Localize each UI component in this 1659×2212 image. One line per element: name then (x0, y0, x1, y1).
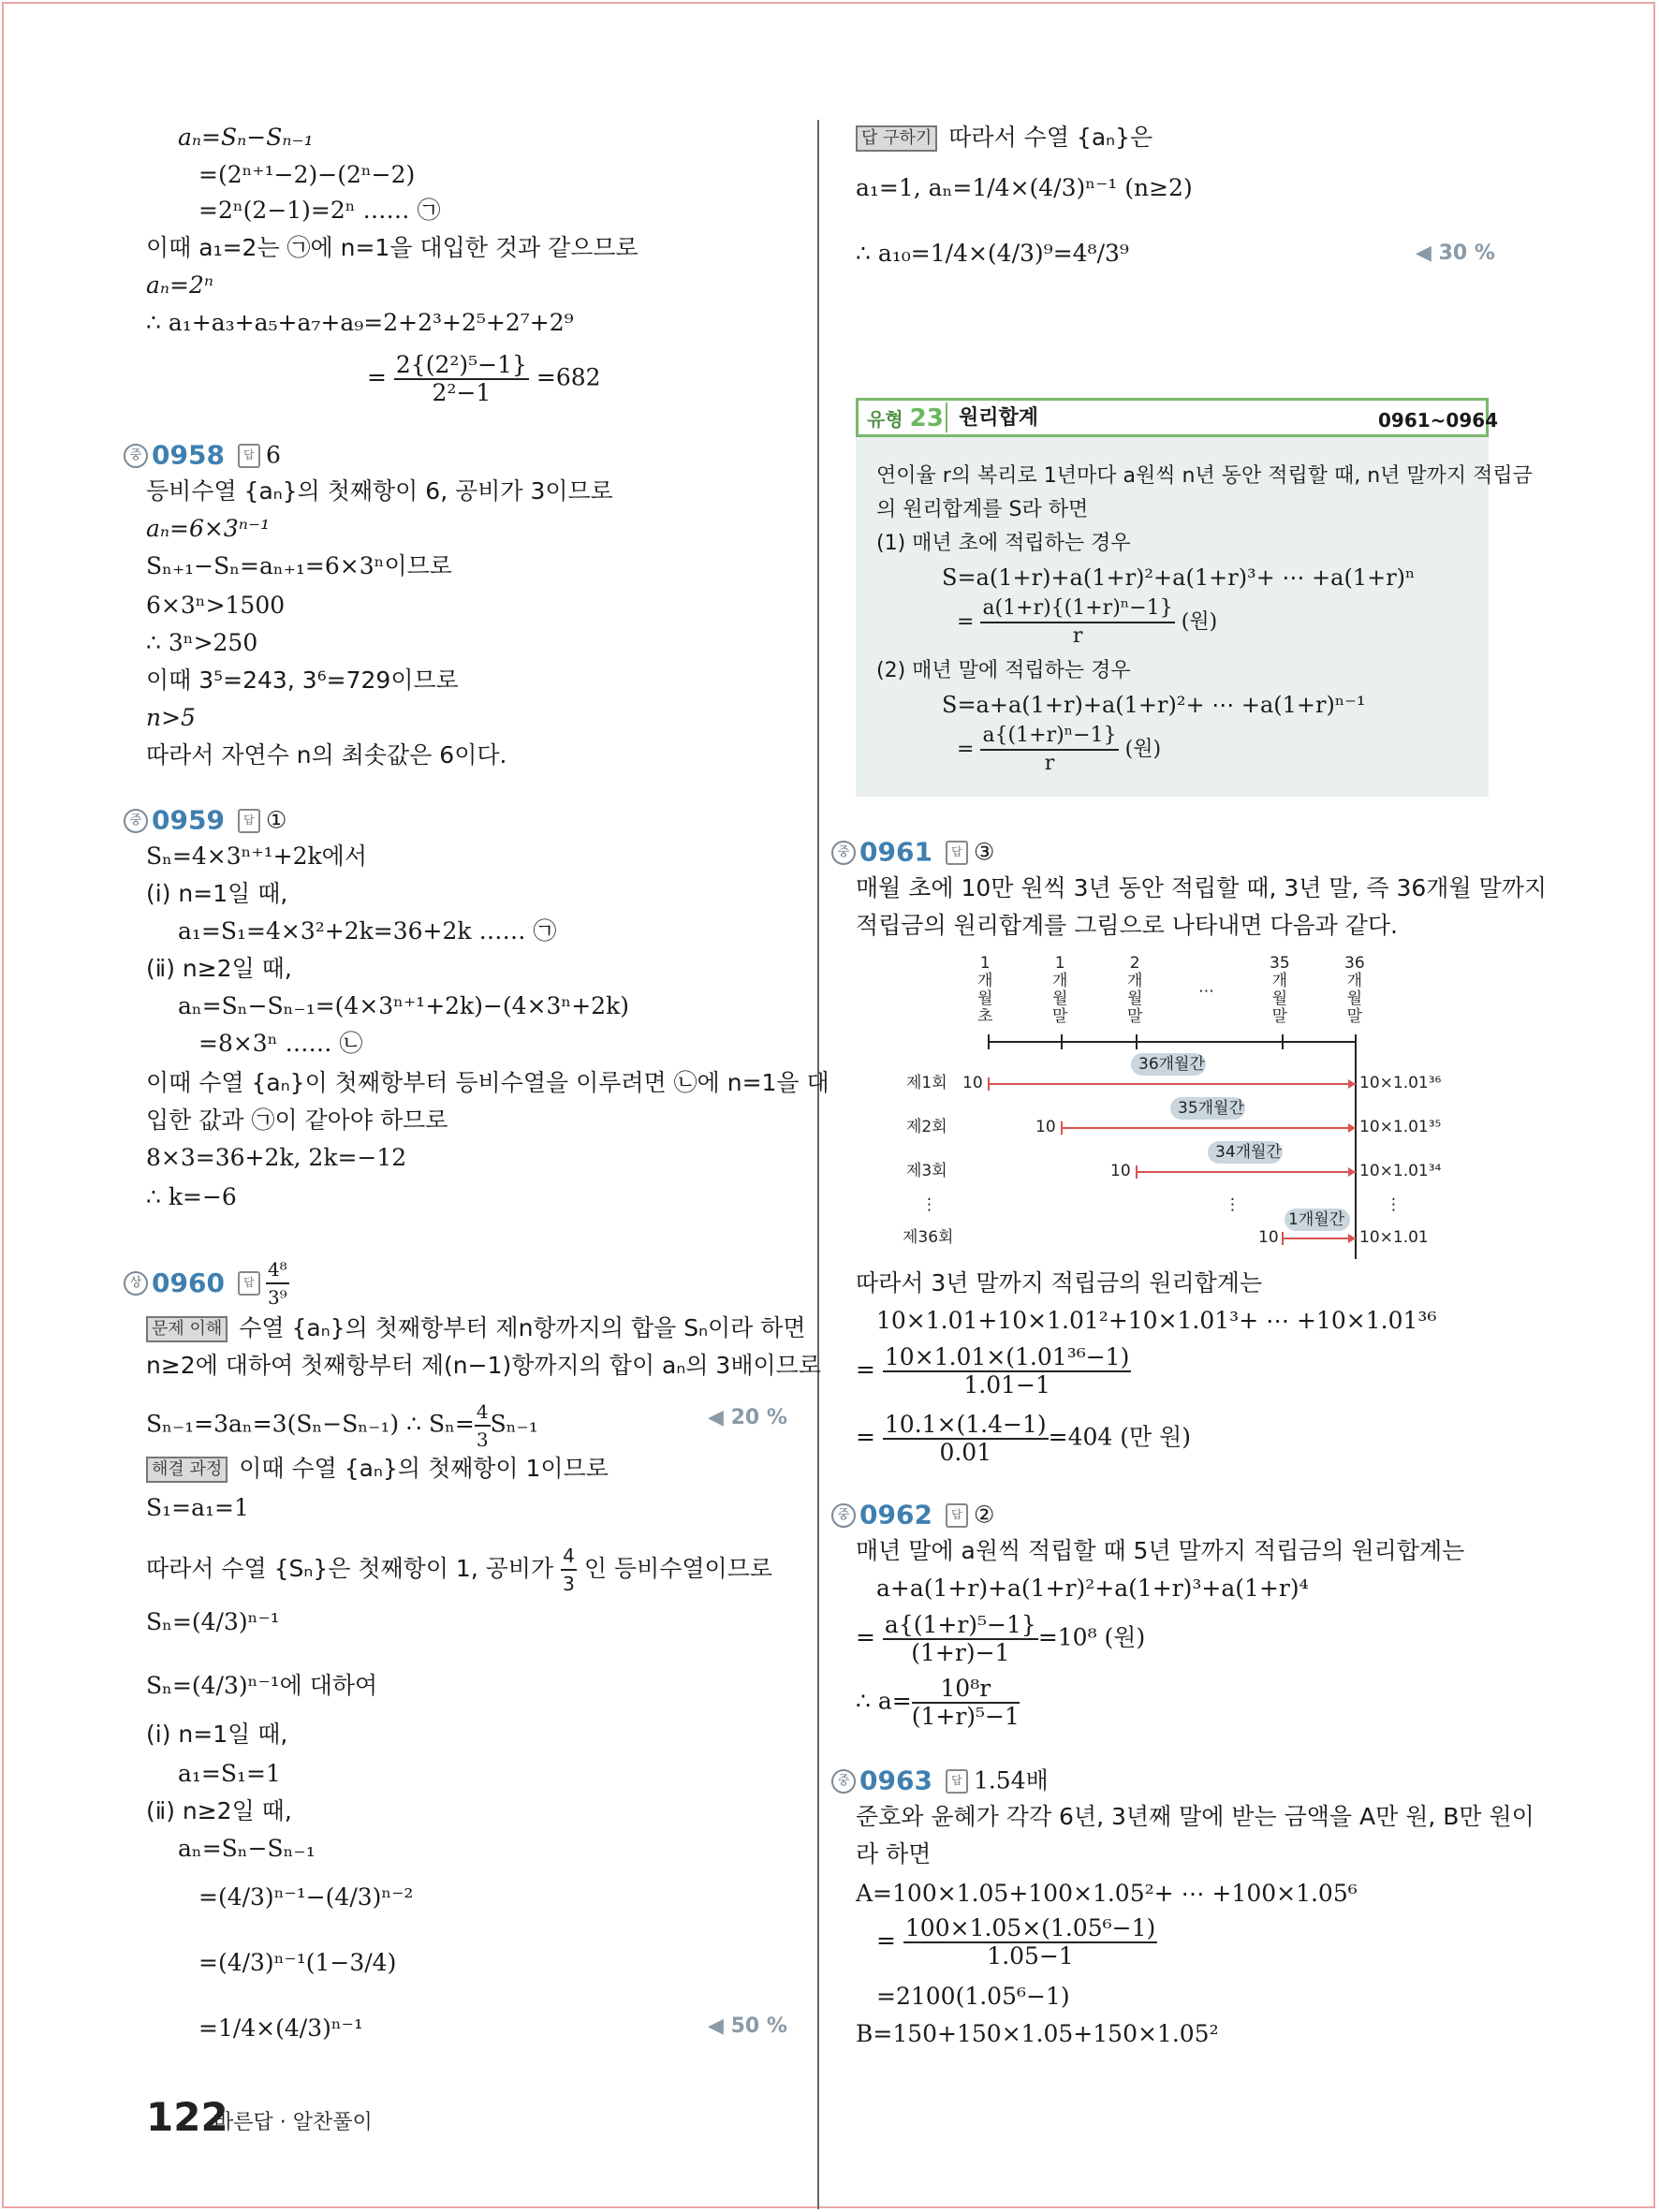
unit: (원) (1181, 610, 1218, 634)
eq-line: aₙ=2ⁿ (146, 271, 214, 299)
score-percent: ◀ 50 % (708, 2014, 787, 2038)
eq-line: ∴ 3ⁿ>250 (146, 629, 258, 656)
denominator: (1+r)⁵−1 (911, 1703, 1020, 1730)
eq-text: = (367, 363, 387, 391)
eq-text: =10⁸ (원) (1037, 1623, 1146, 1651)
answer-icon: 답 (238, 444, 260, 468)
fraction (561, 1543, 577, 1597)
text-line: 매년 말에 a원씩 적립할 때 5년 말까지 적립금의 원리합계는 (856, 1537, 1465, 1564)
page-number: 122 (146, 2094, 228, 2140)
eq-line: = $\frac{10.1\times(1.4-1)}{0.01}$ =404 (만 원) (856, 1411, 1192, 1466)
problem-number: 0958 (152, 439, 225, 471)
answer-icon: 답 (946, 841, 968, 865)
problem-header-0961 (831, 835, 994, 869)
text-line: (ⅱ) n≥2일 때, (146, 955, 292, 982)
numerator: 2{(2²)⁵−1} (395, 351, 527, 378)
text: 수열 {aₙ}의 첫째항부터 제n항까지의 합을 Sₙ이라 하면 (239, 1314, 806, 1341)
row-label: 제2회 (906, 1118, 947, 1136)
eq-line: S=a(1+r)+a(1+r)²+a(1+r)³+ ⋯ +a(1+r)ⁿ (942, 564, 1416, 591)
text-line: 이때 수열 {aₙ}이 첫째항부터 등비수열을 이루려면 ㉡에 n=1을 대 (146, 1069, 830, 1096)
fraction (980, 723, 1118, 777)
row-span: 36개월간 (1138, 1055, 1205, 1074)
text: 이때 수열 {aₙ}의 첫째항이 1이므로 (239, 1455, 609, 1482)
text-line: 이때 3⁵=243, 3⁶=729이므로 (146, 667, 459, 694)
eq-line: = $\frac{\text{a\{(1+r)⁵−1\}}}{(1+r)-1}$ =10⁸ (원) (856, 1611, 1146, 1666)
row-start: 10 (962, 1074, 983, 1092)
eq-text: Sₙ₋₁ (490, 1410, 538, 1438)
denominator: r (1044, 752, 1055, 775)
denominator: 3 (563, 1573, 575, 1595)
numerator: 10×1.01×(1.01³⁶−1) (884, 1343, 1130, 1370)
eq-line: A=100×1.05+100×1.05²+ ⋯ +100×1.05⁶ (856, 1880, 1358, 1907)
row-ellipsis: ⋮ (1386, 1195, 1402, 1214)
type-label (867, 403, 944, 435)
step-tag-solve: 해결 과정 (146, 1457, 228, 1483)
eq-line: Sₙ=(4/3)ⁿ⁻¹에 대하여 (146, 1672, 378, 1699)
eq-line: Sₙ=(4/3)ⁿ⁻¹ (146, 1608, 280, 1635)
answer: 1.54배 (973, 1766, 1049, 1795)
row-result: 10×1.01 (1359, 1228, 1429, 1247)
book-title: 바른답 · 알찬풀이 (213, 2111, 373, 2134)
numerator: 10⁸r (912, 1676, 1020, 1704)
text: 따라서 수열 {aₙ}은 (948, 124, 1153, 151)
type-number: 23 (909, 404, 944, 432)
eq-line (146, 1399, 538, 1453)
eq-line (856, 1676, 1020, 1730)
fraction (883, 1612, 1038, 1666)
fraction (903, 1915, 1157, 1970)
timeline-tick-label: 35 개 월 말 (1270, 954, 1290, 1026)
answer-icon: 답 (946, 1503, 968, 1528)
step-tag-answer: 답 구하기 (856, 125, 937, 152)
fraction (475, 1399, 491, 1453)
text-line (856, 122, 1152, 154)
row-start: 10 (1035, 1118, 1056, 1136)
problem-header-0962 (831, 1498, 994, 1531)
step-tag-understand: 문제 이해 (146, 1316, 228, 1342)
numerator: 4 (475, 1399, 491, 1427)
denominator: 2²−1 (432, 379, 492, 406)
eq-text: Sₙ₋₁=3aₙ=3(Sₙ−Sₙ₋₁) ∴ Sₙ= (146, 1410, 475, 1438)
text-line: 연이율 r의 복리로 1년마다 a원씩 n년 동안 적립할 때, n년 말까지 적립금 (876, 464, 1533, 488)
eq-line: ∴ k=−6 (146, 1183, 237, 1210)
eq-line: =8×3ⁿ …… ㉡ (198, 1030, 363, 1057)
problem-number: 0960 (152, 1267, 225, 1298)
numerator: a{(1+r)⁵−1} (884, 1611, 1036, 1638)
text-line (146, 1312, 806, 1344)
denominator: 3⁹ (267, 1286, 287, 1309)
text-line: (2) 매년 말에 적립하는 경우 (876, 659, 1131, 682)
eq-line: =2ⁿ(2−1)=2ⁿ …… ㉠ (198, 197, 441, 224)
text-line: 따라서 자연수 n의 최솟값은 6이다. (146, 741, 507, 769)
row-span: 1개월간 (1288, 1210, 1345, 1229)
timeline-tick-label: 1 개 월 말 (1052, 954, 1068, 1026)
eq-text: =682 (536, 363, 601, 391)
answer: ① (265, 806, 287, 834)
eq-line: S₁=a₁=1 (146, 1494, 249, 1521)
numerator: a{(1+r)ⁿ−1} (980, 723, 1118, 751)
row-label: 제36회 (903, 1228, 954, 1247)
text-line: (ⅰ) n=1일 때, (146, 880, 288, 907)
eq-line: =(4/3)ⁿ⁻¹−(4/3)ⁿ⁻² (198, 1883, 414, 1911)
eq-line: aₙ=Sₙ−Sₙ₋₁=(4×3ⁿ⁺¹+2k)−(4×3ⁿ+2k) (178, 992, 629, 1019)
denominator: 3 (476, 1428, 489, 1451)
fraction (980, 595, 1174, 650)
text: 따라서 수열 {Sₙ}은 첫째항이 1, 공비가 (146, 1555, 554, 1582)
eq-line: ∴ a₁₀=1/4×(4/3)⁹=4⁸/3⁹ (856, 240, 1129, 267)
text-line (146, 1543, 772, 1597)
eq-line: =1/4×(4/3)ⁿ⁻¹ (198, 2014, 363, 2042)
level-badge: 중 (831, 1503, 856, 1528)
eq-line: = $\frac{\text{100×1.05×(1.05⁶−1)}}{1.05-1}$ (876, 1914, 1156, 1970)
eq-text: ∴ a= (856, 1687, 912, 1715)
level-badge: 중 (831, 841, 856, 865)
text-line: n≥2에 대하여 첫째항부터 제(n−1)항까지의 합이 aₙ의 3배이므로 (146, 1352, 821, 1379)
timeline-tick-label: 36 개 월 말 (1344, 954, 1365, 1026)
text-line (146, 1453, 609, 1485)
text-line: 적립금의 원리합계를 그림으로 나타내면 다음과 같다. (856, 912, 1398, 939)
level-badge: 중 (831, 1769, 856, 1794)
problem-number: 0961 (859, 836, 932, 868)
eq-line: aₙ=Sₙ−Sₙ₋₁ (178, 124, 314, 151)
row-label: 제3회 (906, 1162, 947, 1180)
text: 인 등비수열이므로 (583, 1555, 772, 1582)
eq-line: Sₙ=4×3ⁿ⁺¹+2k에서 (146, 842, 367, 870)
problem-header-0960 (124, 1256, 289, 1311)
numerator: a(1+r){(1+r)ⁿ−1} (980, 595, 1174, 623)
problem-header-0958 (124, 438, 281, 472)
text-line: 라 하면 (856, 1840, 932, 1868)
text-line: 따라서 3년 말까지 적립금의 원리합계는 (856, 1269, 1263, 1296)
text-line: 입한 값과 ㉠이 같아야 하므로 (146, 1106, 448, 1134)
eq-line: n>5 (146, 704, 196, 731)
level-badge: 중 (124, 809, 148, 833)
problem-number: 0963 (859, 1765, 932, 1796)
denominator: 1.01−1 (963, 1371, 1050, 1399)
denominator: 0.01 (939, 1439, 992, 1466)
eq-line: aₙ=Sₙ−Sₙ₋₁ (178, 1835, 316, 1862)
type-range: 0961~0964 (1378, 409, 1499, 432)
timeline-ellipsis: ⋯ (1198, 982, 1214, 1001)
answer-icon: 답 (946, 1769, 968, 1794)
eq-line: a₁=S₁=4×3²+2k=36+2k …… ㉠ (178, 917, 557, 945)
fraction (883, 1412, 1049, 1466)
answer: ② (973, 1501, 995, 1529)
eq-line: 8×3=36+2k, 2k=−12 (146, 1144, 407, 1171)
eq-line (367, 352, 601, 406)
eq-line: S=a+a(1+r)+a(1+r)²+ ⋯ +a(1+r)ⁿ⁻¹ (942, 692, 1366, 718)
type-title: 원리합계 (959, 406, 1039, 430)
denominator: 1.05−1 (987, 1942, 1074, 1970)
text-line: 준호와 윤혜가 각각 6년, 3년째 말에 받는 금액을 A만 원, B만 원이 (856, 1803, 1534, 1830)
header-divider (946, 403, 947, 432)
numerator: 4 (561, 1543, 577, 1571)
problem-number: 0959 (152, 804, 225, 836)
text-line: 의 원리합계를 S라 하면 (876, 498, 1089, 521)
level-badge: 상 (124, 1271, 148, 1296)
numerator: 100×1.05×(1.05⁶−1) (904, 1914, 1156, 1941)
eq-text: =404 (만 원) (1048, 1423, 1192, 1451)
eq-line: = $\frac{\text{a\{(1+r)ⁿ−1\}}}{r}$ (원) (957, 724, 1162, 775)
answer-fraction (266, 1256, 289, 1311)
row-start: 10 (1258, 1228, 1279, 1247)
text-line: 매월 초에 10만 원씩 3년 동안 적립할 때, 3년 말, 즉 36개월 말까지 (856, 874, 1547, 901)
numerator: 10.1×(1.4−1) (884, 1411, 1047, 1438)
row-ellipsis: ⋮ (1225, 1195, 1241, 1214)
answer: 6 (265, 441, 281, 469)
answer: ③ (973, 838, 995, 866)
row-result: 10×1.01³⁴ (1359, 1162, 1442, 1180)
text-line: (ⅱ) n≥2일 때, (146, 1797, 292, 1824)
row-ellipsis: ⋮ (921, 1195, 937, 1214)
timeline-tick-label: 1 개 월 초 (977, 954, 993, 1026)
problem-number: 0962 (859, 1499, 932, 1531)
row-start: 10 (1110, 1162, 1131, 1180)
eq-line: =2100(1.05⁶−1) (876, 1983, 1070, 2010)
denominator: (1+r)−1 (911, 1639, 1010, 1666)
eq-line: =(2ⁿ⁺¹−2)−(2ⁿ−2) (198, 161, 416, 188)
eq-line: 10×1.01+10×1.01²+10×1.01³+ ⋯ +10×1.01³⁶ (876, 1307, 1437, 1334)
eq-line: = $\frac{\text{a(1+r)\{(1+r)ⁿ−1\}}}{r}$ (원) (957, 596, 1218, 648)
unit: (원) (1124, 738, 1162, 761)
text-line: 이때 a₁=2는 ㉠에 n=1을 대입한 것과 같으므로 (146, 234, 639, 261)
answer-icon: 답 (238, 809, 260, 833)
eq-line: a₁=S₁=1 (178, 1760, 281, 1787)
eq-line: a+a(1+r)+a(1+r)²+a(1+r)³+a(1+r)⁴ (876, 1575, 1309, 1602)
eq-line: =(4/3)ⁿ⁻¹(1−3/4) (198, 1949, 397, 1976)
eq-line: = $\frac{\text{10×1.01×(1.01³⁶−1)}}{1.01-1}$ (856, 1343, 1130, 1399)
row-span: 34개월간 (1215, 1143, 1282, 1162)
type-word: 유형 (867, 408, 903, 431)
fraction (394, 352, 529, 406)
eq-line: Sₙ₊₁−Sₙ=aₙ₊₁=6×3ⁿ이므로 (146, 552, 452, 579)
fraction (912, 1676, 1020, 1730)
row-result: 10×1.01³⁵ (1359, 1118, 1442, 1136)
denominator: r (1072, 624, 1083, 648)
eq-line: B=150+150×1.05+150×1.05² (856, 2020, 1219, 2047)
row-result: 10×1.01³⁶ (1359, 1074, 1442, 1092)
answer-icon: 답 (238, 1271, 260, 1296)
timeline-tick-label: 2 개 월 말 (1127, 954, 1143, 1026)
eq-line: 6×3ⁿ>1500 (146, 592, 286, 619)
row-span: 35개월간 (1178, 1099, 1244, 1118)
numerator: 4⁸ (266, 1256, 289, 1284)
problem-header-0959 (124, 803, 286, 837)
score-percent: ◀ 30 % (1416, 242, 1495, 265)
eq-line: aₙ=6×3ⁿ⁻¹ (146, 515, 271, 542)
fraction (883, 1344, 1131, 1399)
text-line: (1) 매년 초에 적립하는 경우 (876, 532, 1131, 555)
row-label: 제1회 (906, 1074, 947, 1092)
text-line: 등비수열 {aₙ}의 첫째항이 6, 공비가 3이므로 (146, 477, 613, 505)
problem-header-0963 (831, 1764, 1049, 1797)
eq-line: a₁=1, aₙ=1/4×(4/3)ⁿ⁻¹ (n≥2) (856, 174, 1193, 201)
eq-line: ∴ a₁+a₃+a₅+a₇+a₉=2+2³+2⁵+2⁷+2⁹ (146, 309, 574, 336)
text-line: (ⅰ) n=1일 때, (146, 1721, 288, 1748)
level-badge: 중 (124, 444, 148, 468)
column-divider (817, 120, 819, 2209)
score-percent: ◀ 20 % (708, 1406, 787, 1429)
